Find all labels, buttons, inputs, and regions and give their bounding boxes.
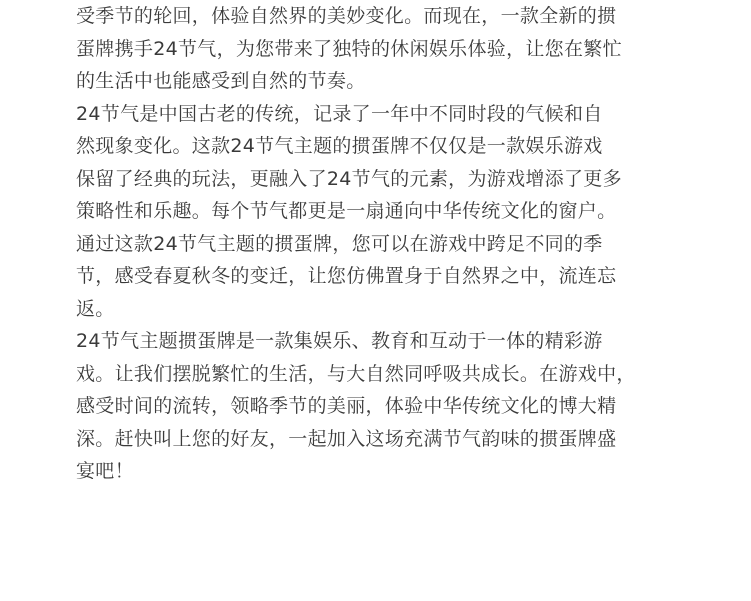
text-line: 深。赶快叫上您的好友，一起加入这场充满节气韵味的掼蛋牌盛 bbox=[76, 427, 617, 450]
paragraph-conclusion bbox=[76, 325, 676, 488]
text-line: 然现象变化。这款24节气主题的掼蛋牌不仅仅是一款娱乐游戏 bbox=[76, 135, 603, 157]
text-line: 节，感受春夏秋冬的变迁，让您仿佛置身于自然界之中，流连忘 bbox=[76, 265, 617, 287]
text-line: 保留了经典的玩法，更融入了24节气的元素，为游戏增添了更多 bbox=[76, 167, 622, 190]
text-line: 蛋牌携手24节气，为您带来了独特的休闲娱乐体验，让您在繁忙 bbox=[76, 37, 622, 60]
paragraph-solar-terms bbox=[76, 98, 676, 326]
text-line: 返。 bbox=[76, 297, 115, 320]
text-line: 宴吧！ bbox=[76, 460, 134, 482]
text-line: 的生活中也能感受到自然的节奏。 bbox=[76, 70, 366, 92]
text-line: 策略性和乐趣。每个节气都更是一扇通向中华传统文化的窗户。 bbox=[76, 200, 617, 222]
text-line: 24节气是中国古老的传统，记录了一年中不同时段的气候和自 bbox=[76, 102, 603, 125]
text-line: 24节气主题掼蛋牌是一款集娱乐、教育和互动于一体的精彩游 bbox=[76, 330, 603, 352]
text-line: 感受时间的流转，领略季节的美丽，体验中华传统文化的博大精 bbox=[76, 395, 617, 417]
text-line: 受季节的轮回，体验自然界的美妙变化。而现在，一款全新的掼 bbox=[76, 5, 617, 27]
paragraph-intro bbox=[76, 0, 676, 98]
article-body bbox=[76, 0, 676, 488]
text-line: 戏。让我们摆脱繁忙的生活，与大自然同呼吸共成长。在游戏中， bbox=[76, 362, 636, 385]
text-line: 通过这款24节气主题的掼蛋牌，您可以在游戏中跨足不同的季 bbox=[76, 232, 603, 255]
